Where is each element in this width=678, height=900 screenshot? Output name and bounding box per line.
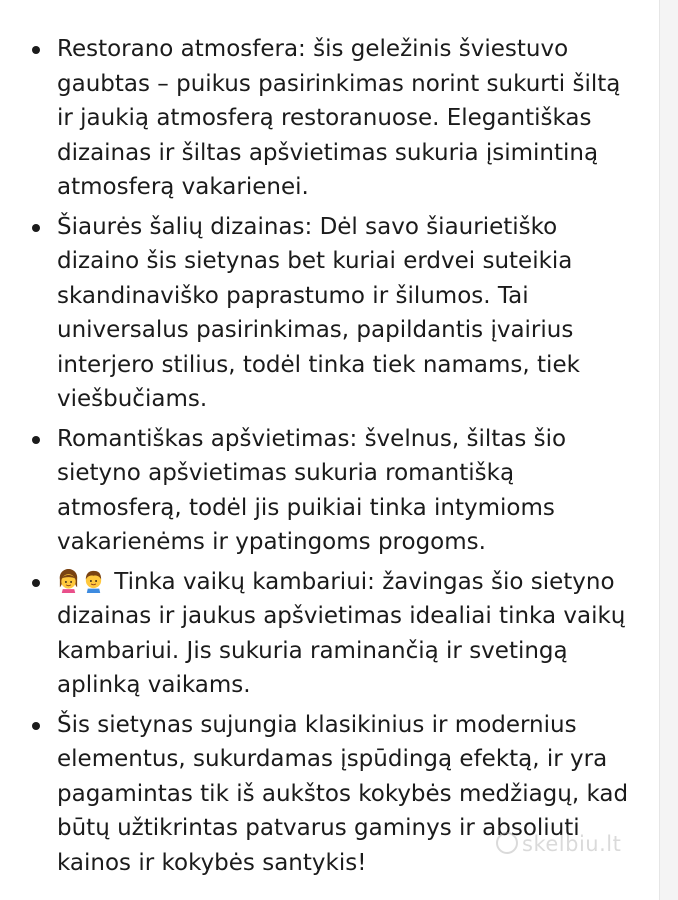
list-item-text: Restorano atmosfera: šis geležinis šviestuvo gaubtas – puikus pasirinkimas norint sukurti šiltą ir jaukią atmosferą restoranuose. Elegantiškas dizainas ir šiltas apšvietimas sukuria įsimintiną atmosferą vakarienei. xyxy=(57,36,621,200)
feature-list xyxy=(30,32,642,885)
list-item xyxy=(30,210,642,417)
list-item-text: Šiaurės šalių dizainas: Dėl savo šiaurietiško dizaino šis sietynas bet kuriai erdvei suteikia skandinaviško paprastumo ir šilumos. Tai universalus pasirinkimas, papildantis įvairius interjero stilius, todėl tinka tiek namams, tiek viešbučiams. xyxy=(57,213,580,412)
page-edge xyxy=(659,0,678,900)
list-item xyxy=(30,32,642,205)
bullet-icon xyxy=(32,224,40,232)
list-item-text: Tinka vaikų kambariui: žavingas šio sietyno dizainas ir jaukus apšvietimas idealiai tinka vaikų kambariui. Jis sukuria raminančią ir svetingą aplinką vaikams. xyxy=(57,568,626,698)
watermark-text: skelbiu.lt xyxy=(522,832,622,856)
bullet-icon xyxy=(32,579,40,587)
bullet-icon xyxy=(32,46,40,54)
watermark-logo-icon xyxy=(496,832,518,854)
list-item-text: Šis sietynas sujungia klasikinius ir modernius elementus, sukurdamas įspūdingą efektą, ir yra pagamintas tik iš aukštos kokybės medžiagų, kad būtų užtikrintas patvarus gaminys ir absoliuti kainos ir kokybės santykis! xyxy=(57,711,629,876)
boy-emoji-icon xyxy=(82,568,105,593)
girl-emoji-icon xyxy=(57,568,80,593)
watermark xyxy=(496,832,621,856)
list-item xyxy=(30,422,642,560)
bullet-icon xyxy=(32,722,40,730)
list-item xyxy=(30,565,642,703)
list-item-text: Romantiškas apšvietimas: švelnus, šiltas šio sietyno apšvietimas sukuria romantišką atmosferą, todėl jis puikiai tinka intymioms vakarienėms ir ypatingoms progoms. xyxy=(57,425,567,555)
bullet-icon xyxy=(32,436,40,444)
